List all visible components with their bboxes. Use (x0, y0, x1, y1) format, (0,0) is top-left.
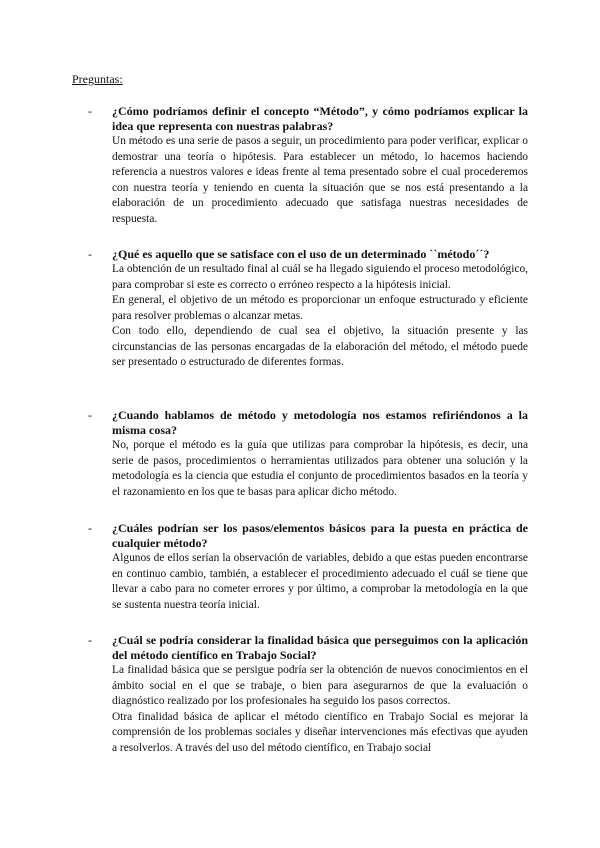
qa-block-4 (88, 521, 528, 613)
question-2: ¿Qué es aquello que se satisface con el uso de un determinado ``método´´? (112, 247, 490, 261)
answer-5-paragraph-1: La finalidad básica que se persigue podría ser la obtención de nuevos conocimientos en el ámbito social en el que se trabaje, o bien para asegurarnos de que la evaluación o diagnóstico realizado por los profesionales ha seguido los pasos correctos. (112, 664, 528, 707)
bullet-dash: - (88, 521, 92, 535)
qa-block-5 (88, 633, 528, 756)
heading-colon: : (119, 72, 123, 86)
bullet-dash: - (88, 633, 92, 647)
bullet-dash: - (88, 104, 92, 118)
qa-block-2 (88, 247, 528, 371)
question-3: ¿Cuando hablamos de método y metodología nos estamos refiriéndonos a la misma cosa? (112, 408, 528, 437)
answer-5-paragraph-2: Otra finalidad básica de aplicar el método científico en Trabajo Social es mejorar la comprensión de los problemas sociales y diseñar intervenciones más efectivas que ayuden a resolverlos. A través del uso del método científico, en Trabajo social (112, 710, 528, 754)
bullet-dash: - (88, 247, 92, 261)
answer-2-paragraph-1: La obtención de un resultado final al cuál se ha llegado siguiendo el proceso metodológico, para comprobar si este es correcto o erróneo respecto a la hipótesis inicial. (112, 263, 528, 291)
page-heading (72, 72, 123, 87)
question-5: ¿Cuál se podría considerar la finalidad básica que perseguimos con la aplicación del método científico en Trabajo Social? (112, 633, 528, 662)
qa-block-3 (88, 408, 528, 500)
answer-3-paragraph-1: No, porque el método es la guía que utilizas para comprobar la hipótesis, es decir, una serie de pasos, procedimientos o herramientas utilizados para obtener una solución y la metodología es la ciencia que estudia el conjunto de procedimientos basados en la teoría y el razonamiento en los que te basas para aplicar dicho método. (112, 439, 528, 498)
answer-1-paragraph-1: Un método es una serie de pasos a seguir, un procedimiento para poder verificar, explicar o demostrar una teoría o hipótesis. Para establecer un método, lo hacemos haciendo referencia a nuestros valores e ideas frente al tema presentado sobre el cual procederemos con nuestra teoría y teniendo en cuenta la situación que se nos está presentando a la elaboración de un procedimiento adecuado que satisfaga nuestras necesidades de respuesta. (112, 135, 528, 225)
qa-block-1 (88, 104, 528, 227)
heading-text: Preguntas (72, 72, 120, 86)
answer-2-paragraph-2: En general, el objetivo de un método es proporcionar un enfoque estructurado y eficiente para resolver problemas o alcanzar metas. (112, 294, 528, 322)
answer-2-paragraph-3: Con todo ello, dependiendo de cual sea el objetivo, la situación presente y las circunstancias de las personas encargadas de la elaboración del método, el método puede ser presentado o estructurado de diferentes formas. (112, 325, 528, 368)
bullet-dash: - (88, 408, 92, 422)
question-1: ¿Cómo podríamos definir el concepto “Método”, y cómo podríamos explicar la idea que representa con nuestras palabras? (112, 104, 528, 133)
answer-4-paragraph-1: Algunos de ellos serían la observación de variables, debido a que estas pueden encontrarse en continuo cambio, también, a establecer el procedimiento adecuado el cuál se tiene que llevar a cabo para no cometer errores y por último, a comprobar la metodología en la que se sustenta nuestra teoría inicial. (112, 552, 528, 611)
question-4: ¿Cuáles podrían ser los pasos/elementos básicos para la puesta en práctica de cualquier método? (112, 521, 528, 550)
